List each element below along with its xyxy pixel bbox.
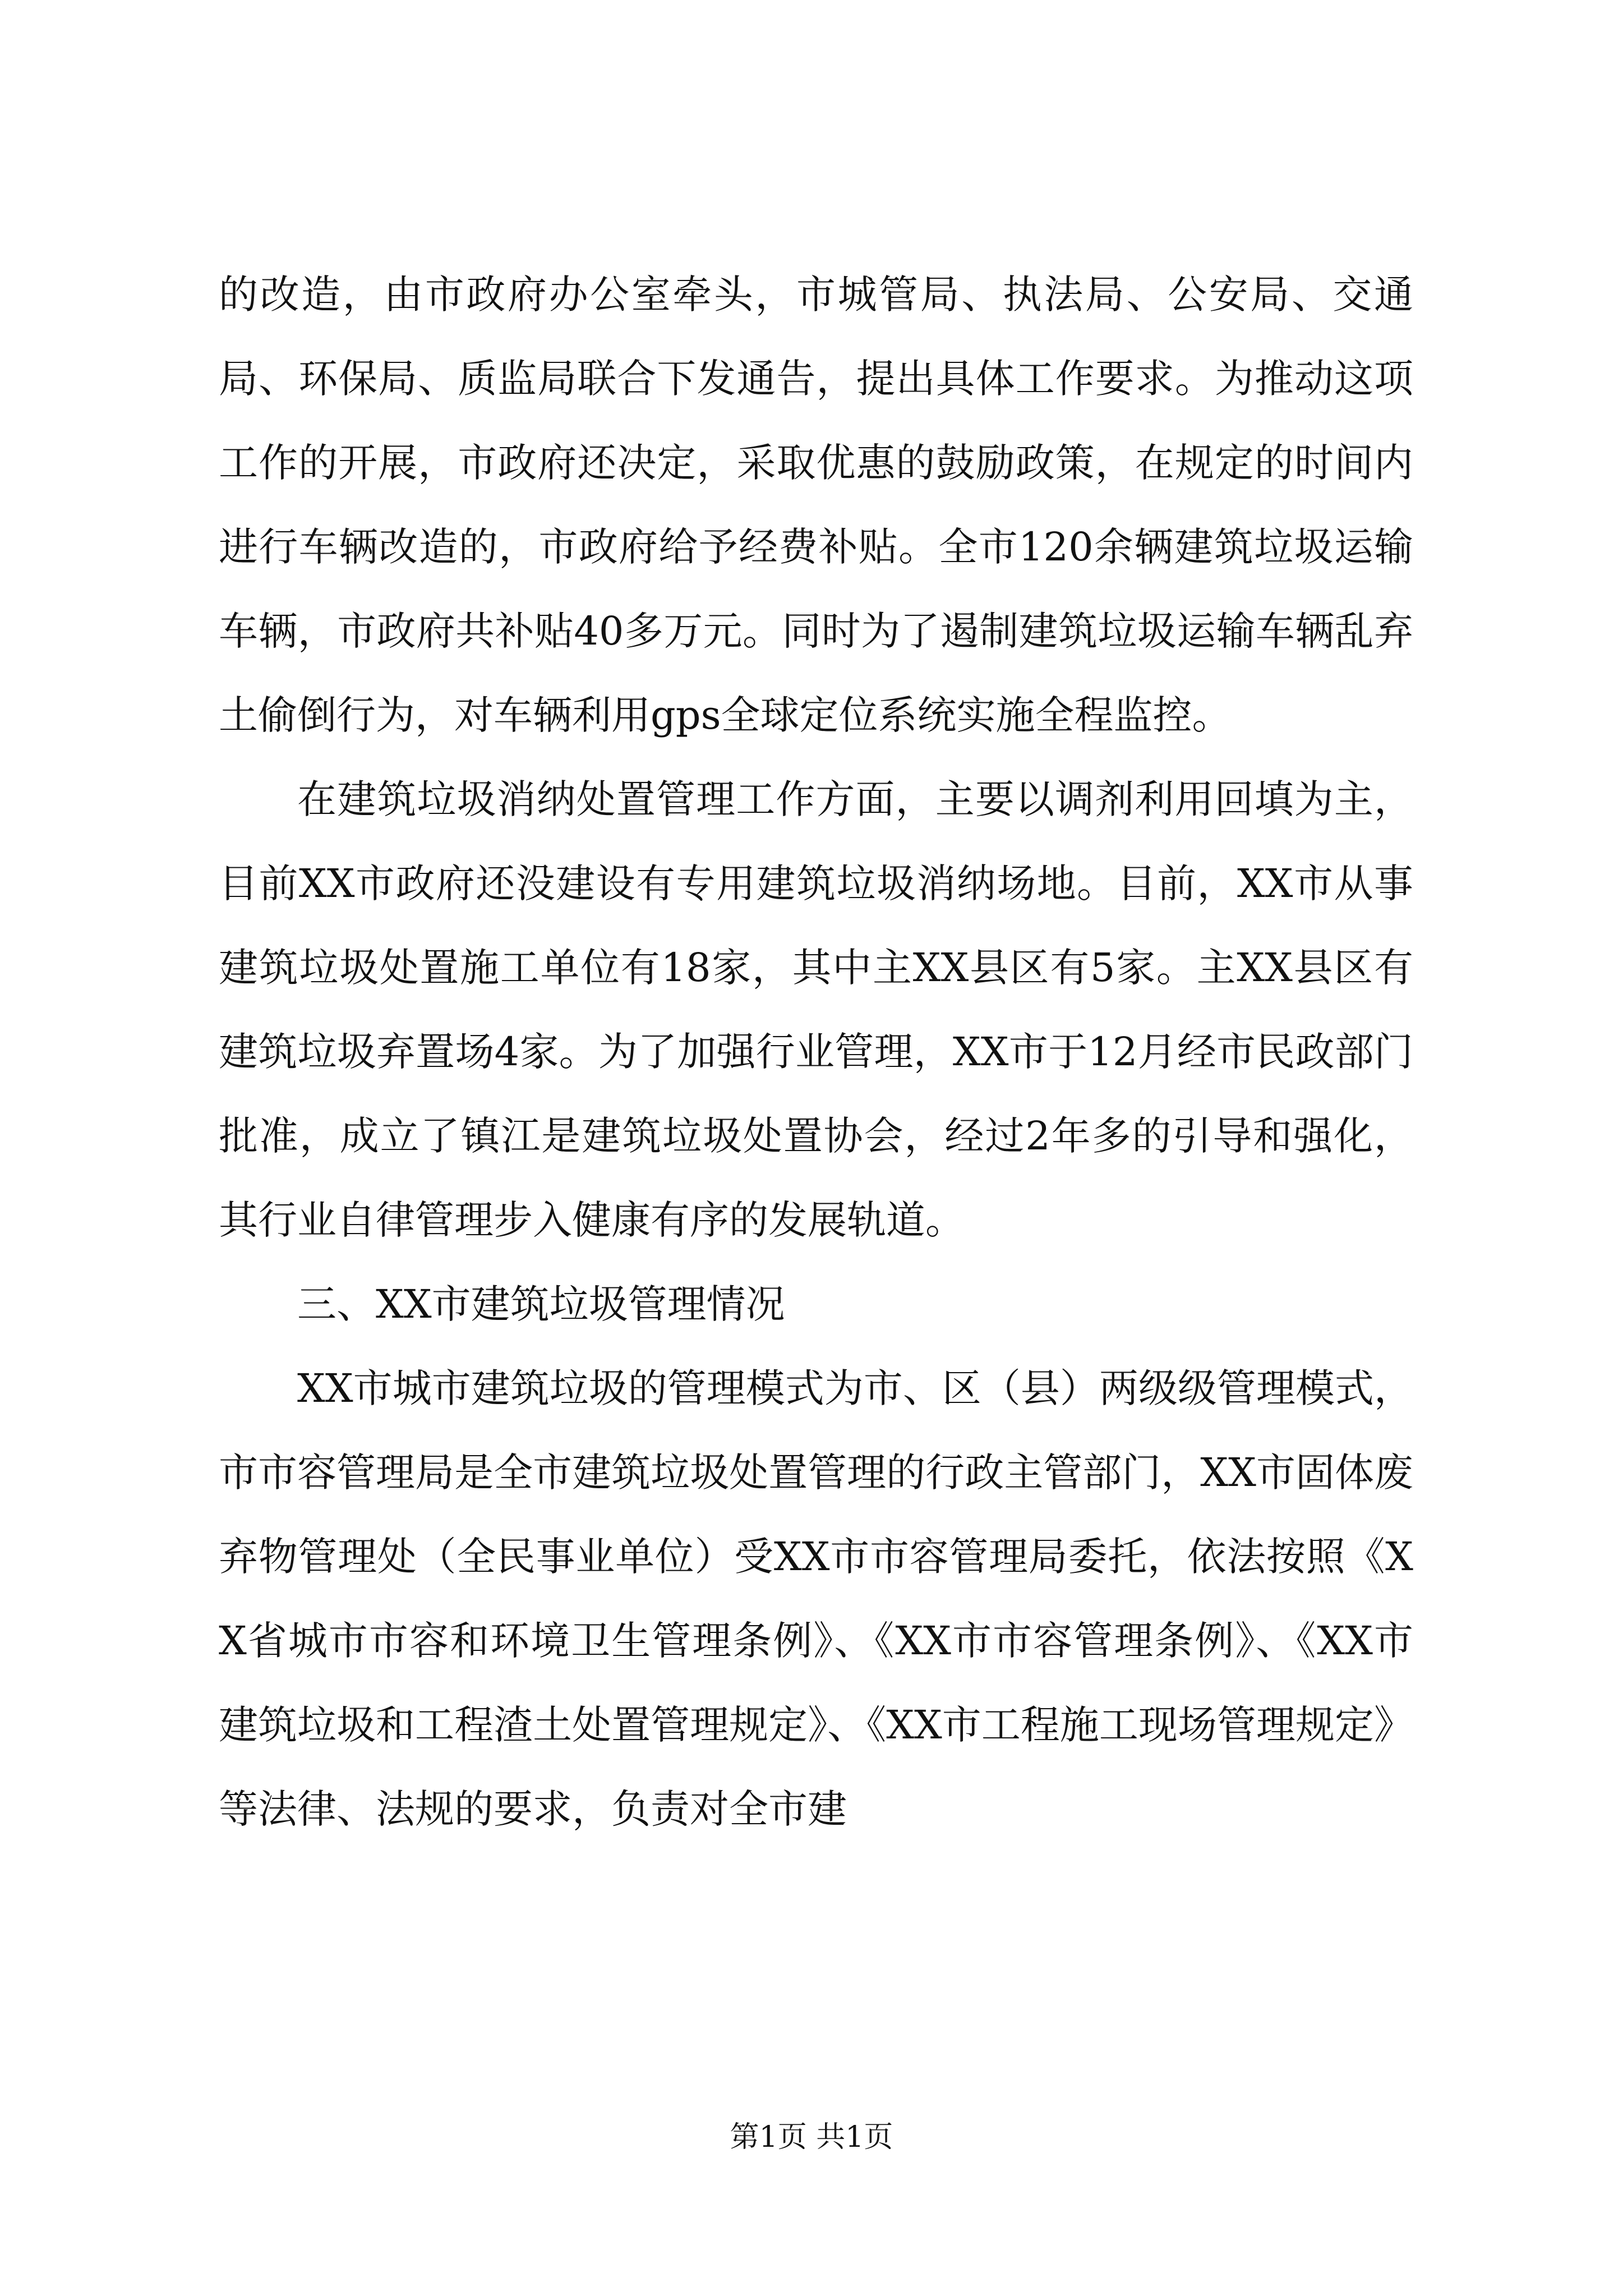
paragraph-waste-disposal: 在建筑垃圾消纳处置管理工作方面，主要以调剂利用回填为主，目前XX市政府还没建设有专用建筑垃圾消纳场地。目前，XX市从事建筑垃圾处置施工单位有18家，其中主XX县区有5家。主XX县区有建筑垃圾弃置场4家。为了加强行业管理，XX市于12月经市民政部门批准，成立了镇江是建筑垃圾处置协会，经过2年多的引导和强化，其行业自律管理步入健康有序的发展轨道。 (219, 776, 1413, 1243)
document-body (219, 252, 1413, 1851)
section-heading: 三、XX市建筑垃圾管理情况 (297, 1281, 785, 1327)
page-footer: 第1页 共1页 (730, 2120, 893, 2154)
paragraph-vehicle-retrofit: 的改造，由市政府办公室牵头，市城管局、执法局、公安局、交通局、环保局、质监局联合下发通告，提出具体工作要求。为推动这项工作的开展，市政府还决定，采取优惠的鼓励政策，在规定的时间内进行车辆改造的，市政府给予经费补贴。全市120余辆建筑垃圾运输车辆，市政府共补贴40多万元。同时为了遏制建筑垃圾运输车辆乱弃土偷倒行为，对车辆利用gps全球定位系统实施全程监控。 (219, 272, 1413, 738)
paragraph-management-mode: XX市城市建筑垃圾的管理模式为市、区（县）两级级管理模式，市市容管理局是全市建筑垃圾处置管理的行政主管部门，XX市固体废弃物管理处（全民事业单位）受XX市市容管理局委托，依法按照《XX省城市市容和环境卫生管理条例》、《XX市市容管理条例》、《XX市建筑垃圾和工程渣土处置管理规定》、《XX市工程施工现场管理规定》等法律、法规的要求，负责对全市建 (219, 1365, 1413, 1832)
